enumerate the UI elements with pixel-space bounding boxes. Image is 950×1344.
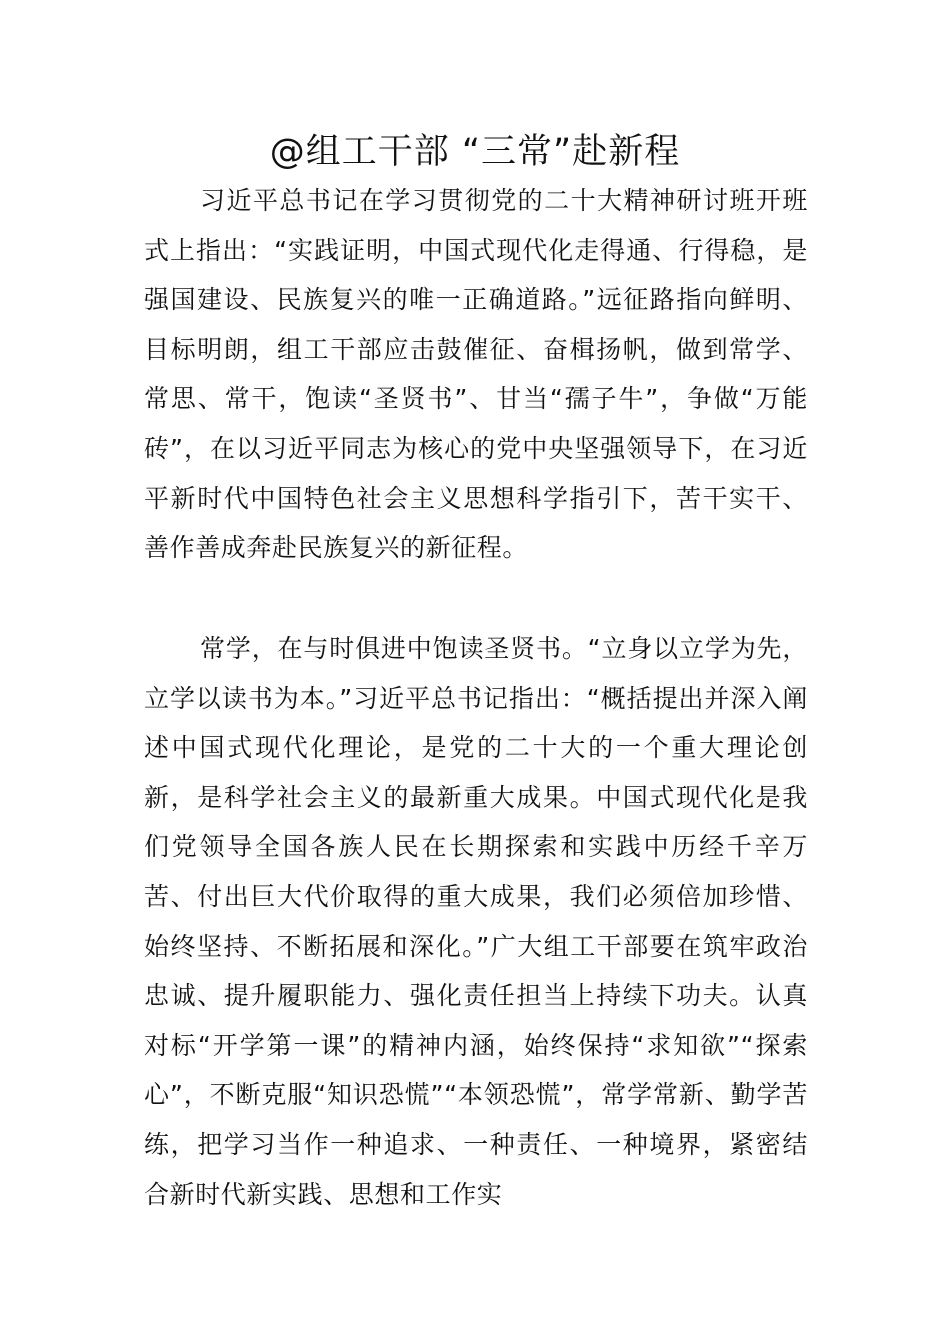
paragraph-study: 常学，在与时俱进中饱读圣贤书。“立身以立学为先，立学以读书为本。”习近平总书记指出：“概括提出并深入阐述中国式现代化理论，是党的二十大的一个重大理论创新，是科学社会主义的最新重大成果。中国式现代化是我们党领导全国各族人民在长期探索和实践中历经千辛万苦、付出巨大代价取得的重大成果，我们必须倍加珍惜、始终坚持、不断拓展和深化。”广大组工干部要在筑牢政治忠诚、提升履职能力、强化责任担当上持续下功夫。认真对标“开学第一课”的精神内涵，始终保持“求知欲”“探索心”，不断克服“知识恐慌”“本领恐慌”，常学常新、勤学苦练，把学习当作一种追求、一种责任、一种境界，紧密结合新时代新实践、思想和工作实 [144, 634, 808, 1209]
document-title: @组工干部 “三常”赴新程 [269, 132, 681, 172]
paragraph-intro: 习近平总书记在学习贯彻党的二十大精神研讨班开班式上指出：“实践证明，中国式现代化走得通、行得稳，是强国建设、民族复兴的唯一正确道路。”远征路指向鲜明、目标明朗，组工干部应击鼓催征、奋楫扬帆，做到常学、常思、常干，饱读“圣贤书”、甘当“孺子牛”，争做“万能砖”，在以习近平同志为核心的党中央坚强领导下，在习近平新时代中国特色社会主义思想科学指引下，苦干实干、善作善成奔赴民族复兴的新征程。 [144, 186, 808, 563]
